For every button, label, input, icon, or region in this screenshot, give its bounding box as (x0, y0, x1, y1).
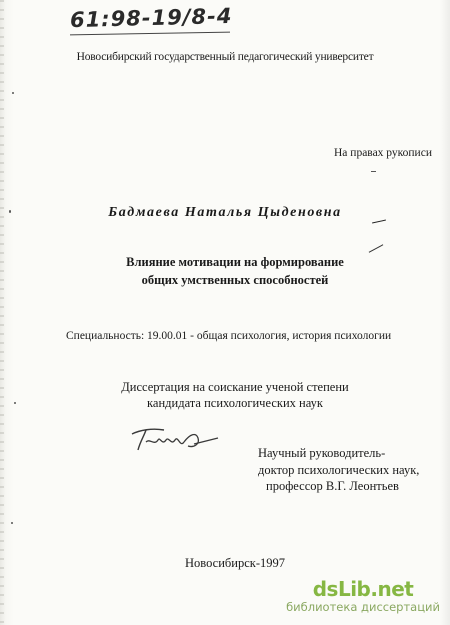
rights-note: На правах рукописи (334, 147, 432, 159)
scan-speck (12, 92, 14, 94)
shelfmark-underline (70, 32, 230, 36)
shelfmark: 61:98-19/8-4 (69, 3, 233, 33)
dissertation-title-line-2: общих умственных способностей (141, 273, 329, 287)
degree-line-1: Диссертация на соискание ученой степени (121, 380, 349, 394)
supervisor-line-2: доктор психологических наук, (258, 463, 420, 477)
scan-speck (371, 171, 376, 172)
handwritten-signature (124, 426, 220, 456)
pen-mark (369, 244, 384, 252)
degree-line-2: кандидата психологических наук (147, 396, 323, 410)
specialty: Специальность: 19.00.01 - общая психология, история психологии (66, 330, 392, 342)
dissertation-title-line-1: Влияние мотивации на формирование (126, 255, 344, 269)
university-name: Новосибирский государственный педагогический университет (76, 51, 374, 63)
scan-speck (11, 522, 13, 524)
dslib-watermark[interactable] (286, 578, 440, 614)
supervisor-line-1: Научный руководитель- (258, 446, 386, 460)
supervisor-line-3: профессор В.Г. Леонтьев (266, 479, 399, 493)
dslib-logo: dsLib.net (312, 577, 414, 601)
city-year: Новосибирск-1997 (185, 556, 285, 570)
scan-edge (0, 0, 4, 625)
dslib-tagline: библиотека диссертаций (286, 600, 440, 614)
author-name: Бадмаева Наталья Цыденовна (108, 205, 342, 220)
